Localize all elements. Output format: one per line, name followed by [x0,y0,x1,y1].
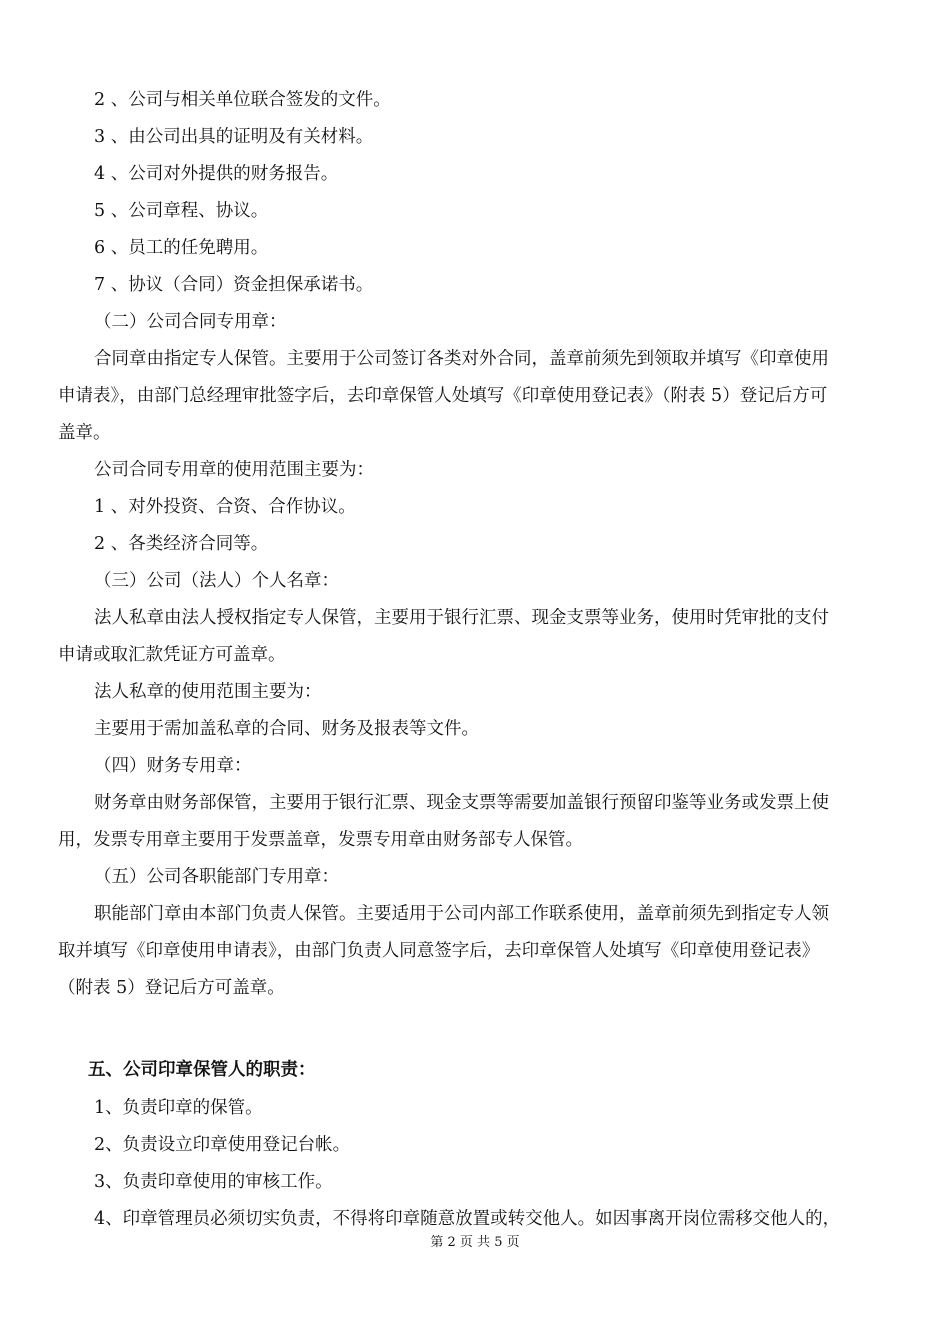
paragraph-line: （附表 5）登记后方可盖章。 [58,978,285,998]
list-item: 1、负责印章的保管。 [94,1098,263,1118]
section-heading: （三）公司（法人）个人名章： [94,571,339,591]
paragraph-line: 法人私章由法人授权指定专人保管，主要用于银行汇票、现金支票等业务，使用时凭审批的支付 [94,608,829,628]
paragraph-line: 财务章由财务部保管，主要用于银行汇票、现金支票等需要加盖银行预留印鉴等业务或发票上使 [94,793,829,813]
list-item: 1 、对外投资、合资、合作协议。 [94,497,356,517]
list-item: 6 、员工的任免聘用。 [94,238,269,258]
list-item: 2 、各类经济合同等。 [94,534,269,554]
page-number-footer: 第 2 页 共 5 页 [430,1235,520,1250]
paragraph-line: 取并填写《印章使用申请表》，由部门负责人同意签字后，去印章保管人处填写《印章使用登记表》 [58,941,820,961]
section-heading: （五）公司各职能部门专用章： [94,867,339,887]
section-heading: （二）公司合同专用章： [94,312,287,332]
paragraph-line: 申请或取汇款凭证方可盖章。 [58,645,286,665]
paragraph-line: 公司合同专用章的使用范围主要为： [94,460,374,480]
paragraph-line: 主要用于需加盖私章的合同、财务及报表等文件。 [94,719,479,739]
paragraph-line: 职能部门章由本部门负责人保管。主要适用于公司内部工作联系使用，盖章前须先到指定专人领 [94,904,829,924]
list-item: 5 、公司章程、协议。 [94,201,269,221]
paragraph-line: 合同章由指定专人保管。主要用于公司签订各类对外合同，盖章前须先到领取并填写《印章使用 [94,349,829,369]
list-item: 4 、公司对外提供的财务报告。 [94,164,339,184]
paragraph-line: 用，发票专用章主要用于发票盖章，发票专用章由财务部专人保管。 [58,830,583,850]
paragraph-line: 申请表》，由部门总经理审批签字后，去印章保管人处填写《印章使用登记表》（附表 5）登记后方可 [58,386,828,406]
list-item: 3、负责印章使用的审核工作。 [94,1172,333,1192]
list-item: 4、印章管理员必须切实负责，不得将印章随意放置或转交他人。如因事离开岗位需移交他人的， [94,1209,841,1229]
paragraph-line: 盖章。 [58,423,111,443]
list-item: 7 、协议（合同）资金担保承诺书。 [94,275,374,295]
chapter-heading: 五、公司印章保管人的职责： [88,1060,316,1080]
list-item: 2 、公司与相关单位联合签发的文件。 [94,90,391,110]
list-item: 3 、由公司出具的证明及有关材料。 [94,127,374,147]
paragraph-line: 法人私章的使用范围主要为： [94,682,322,702]
list-item: 2、负责设立印章使用登记台帐。 [94,1135,351,1155]
section-heading: （四）财务专用章： [94,756,252,776]
